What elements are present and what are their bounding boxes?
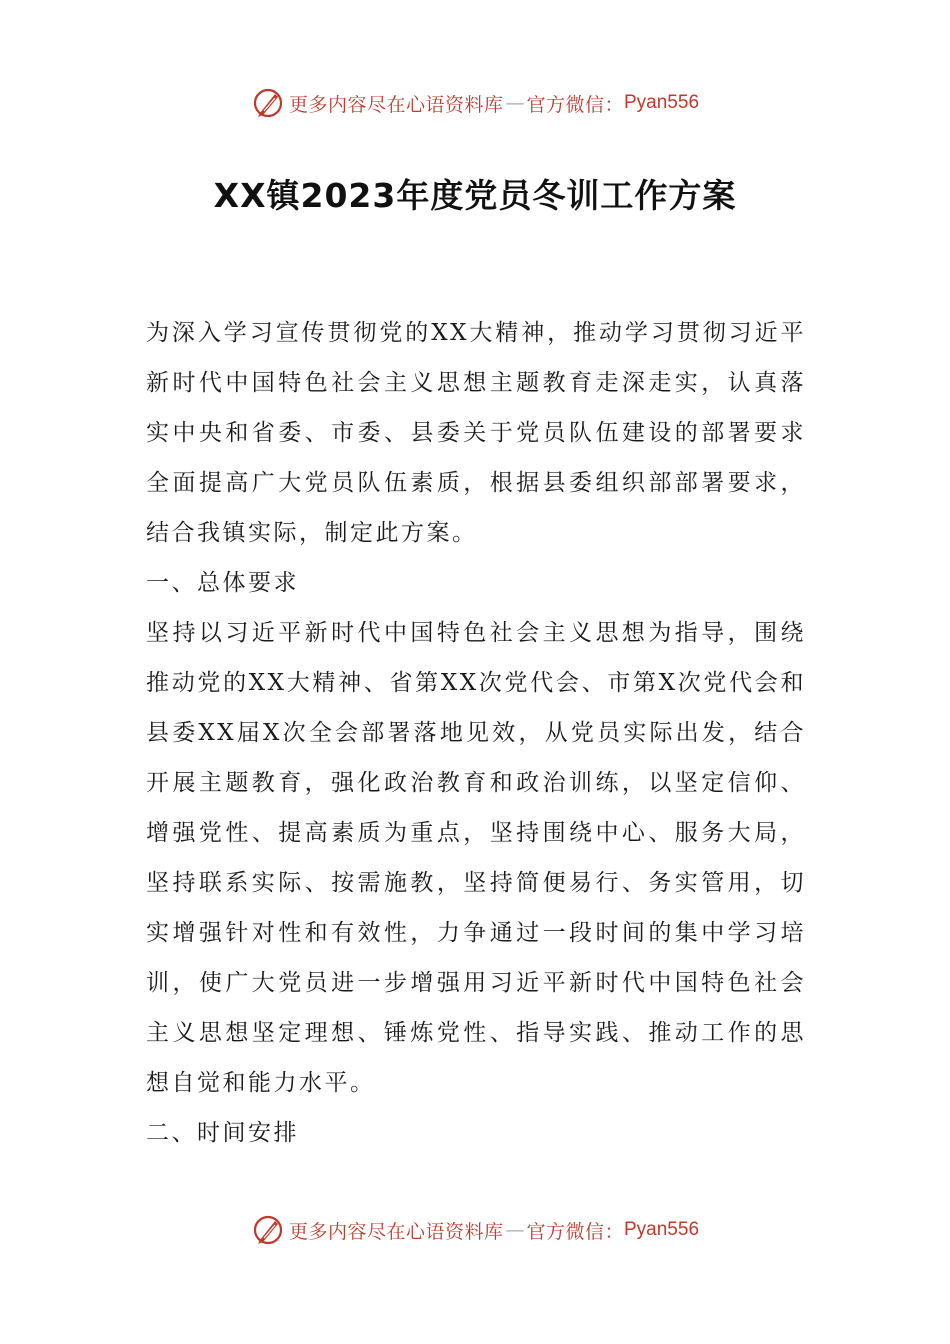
- pen-nib-logo-icon: [251, 86, 285, 120]
- watermark-handle: Pyan556: [624, 1219, 700, 1240]
- watermark-dash: —: [505, 1219, 525, 1241]
- intro-paragraph: 为深入学习宣传贯彻党的XX大精神，推动学习贯彻习近平新时代中国特色社会主义思想主题教育走深走实，认真落实中央和省委、市委、县委关于党员队伍建设的部署要求全面提高广大党员队伍素质，根据县委组织部部署要求，结合我镇实际，制定此方案。: [146, 320, 806, 546]
- watermark-official-label: 官方微信：: [526, 93, 624, 116]
- page-title: XX镇2023年度党员冬训工作方案: [213, 176, 737, 215]
- watermark-official-label: 官方微信：: [526, 1220, 624, 1243]
- watermark-text: 更多内容尽在心语资料库: [288, 1220, 504, 1243]
- section-heading-general-requirements: 一、总体要求: [146, 570, 299, 596]
- watermark-text: 更多内容尽在心语资料库: [288, 93, 504, 116]
- watermark-dash: —: [505, 92, 525, 114]
- document-body: [146, 308, 806, 1158]
- general-requirements-paragraph: 坚持以习近平新时代中国特色社会主义思想为指导，围绕推动党的XX大精神、省第XX次党代会、市第X次党代会和县委XX届X次全会部署落地见效，从党员实际出发，结合开展主题教育，强化政治教育和政治训练，以坚定信仰、增强党性、提高素质为重点，坚持围绕中心、服务大局，坚持联系实际、按需施教，坚持简便易行、务实管用，切实增强针对性和有效性，力争通过一段时间的集中学习培训，使广大党员进一步增强用习近平新时代中国特色社会主义思想坚定理想、锤炼党性、指导实践、推动工作的思想自觉和能力水平。: [146, 620, 806, 1096]
- watermark-handle: Pyan556: [624, 92, 700, 113]
- footer-watermark: [0, 1210, 950, 1250]
- section-heading-schedule: 二、时间安排: [146, 1120, 299, 1146]
- header-watermark: [0, 83, 950, 123]
- pen-nib-logo-icon: [251, 1213, 285, 1247]
